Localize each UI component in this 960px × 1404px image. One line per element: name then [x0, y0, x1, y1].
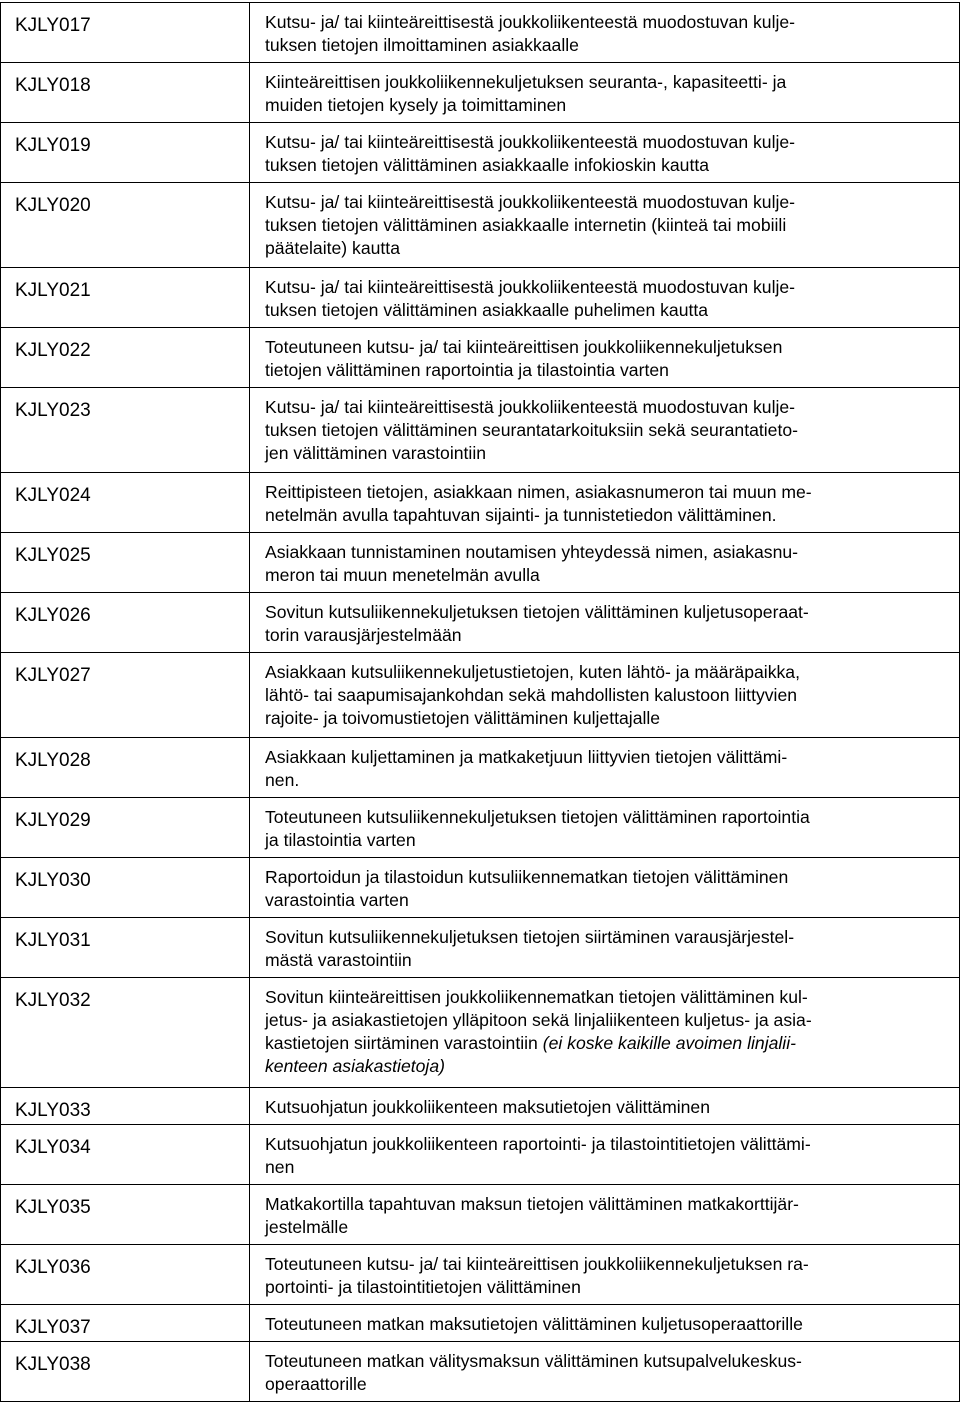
requirement-code: KJLY036: [15, 1257, 91, 1278]
code-cell: [1, 388, 250, 473]
code-cell: [1, 1245, 250, 1305]
requirement-description: Toteutuneen kutsu- ja/ tai kiinteäreittisen joukkoliikennekuljetuksen tietojen välittäminen raportointia ja tilastointia varten: [265, 337, 783, 380]
requirement-description: Kutsu- ja/ tai kiinteäreittisestä joukkoliikenteestä muodostuvan kulje- tuksen tietojen välittäminen asiakkaalle infokioskin kautta: [265, 132, 796, 175]
requirement-code: KJLY038: [15, 1354, 91, 1375]
table-row: [1, 1125, 960, 1185]
table-row: [1, 653, 960, 738]
requirement-description: Sovitun kiinteäreittisen joukkoliikennematkan tietojen välittäminen kul- jetus- ja asiakastietojen ylläpitoon sekä linjaliikenteen kuljetus- ja asia- kastietojen siirtäminen varastointiin (ei koske kaikille avoimen linjalii- kenteen asiakastietoja): [265, 987, 812, 1076]
requirement-code: KJLY024: [15, 485, 91, 506]
code-cell: [1, 533, 250, 593]
description-cell: [250, 533, 960, 593]
description-cell: [250, 978, 960, 1088]
requirement-description: Kutsu- ja/ tai kiinteäreittisestä joukkoliikenteestä muodostuvan kulje- tuksen tietojen välittäminen seurantatarkoituksiin sekä seurantatieto- jen välittäminen varastointiin: [265, 397, 798, 463]
requirement-code: KJLY034: [15, 1137, 91, 1158]
table-row: [1, 858, 960, 918]
requirement-code: KJLY017: [15, 15, 91, 36]
requirement-description: Asiakkaan kutsuliikennekuljetustietojen, kuten lähtö- ja määräpaikka, lähtö- tai saapumisajankohdan sekä mahdollisten kalustoon liittyvien rajoite- ja toivomustietojen välittäminen kuljettajalle: [265, 662, 800, 728]
description-cell: [250, 1088, 960, 1125]
requirement-description: Toteutuneen kutsu- ja/ tai kiinteäreittisen joukkoliikennekuljetuksen ra- portointi- ja tilastointitietojen välittäminen: [265, 1254, 809, 1297]
description-cell: [250, 1342, 960, 1402]
table-row: [1, 3, 960, 63]
table-row: [1, 63, 960, 123]
code-cell: [1, 63, 250, 123]
requirement-description: Sovitun kutsuliikennekuljetuksen tietojen välittäminen kuljetusoperaat- torin varausjärjestelmään: [265, 602, 809, 645]
code-cell: [1, 3, 250, 63]
requirement-code: KJLY025: [15, 545, 91, 566]
description-cell: [250, 3, 960, 63]
description-cell: [250, 388, 960, 473]
table-row: [1, 183, 960, 268]
code-cell: [1, 978, 250, 1088]
code-cell: [1, 918, 250, 978]
code-cell: [1, 653, 250, 738]
table-row: [1, 123, 960, 183]
requirement-description: Kutsu- ja/ tai kiinteäreittisestä joukkoliikenteestä muodostuvan kulje- tuksen tietojen ilmoittaminen asiakkaalle: [265, 12, 796, 55]
requirement-code: KJLY026: [15, 605, 91, 626]
code-cell: [1, 738, 250, 798]
requirement-code: KJLY019: [15, 135, 91, 156]
requirement-code: KJLY029: [15, 810, 91, 831]
table-row: [1, 978, 960, 1088]
description-cell: [250, 268, 960, 328]
requirement-description: Matkakortilla tapahtuvan maksun tietojen välittäminen matkakorttijär- jestelmälle: [265, 1194, 799, 1237]
code-cell: [1, 798, 250, 858]
code-cell: [1, 123, 250, 183]
description-cell: [250, 1305, 960, 1342]
code-cell: [1, 268, 250, 328]
description-cell: [250, 1245, 960, 1305]
requirement-description: Kutsuohjatun joukkoliikenteen raportointi- ja tilastointitietojen välittämi- nen: [265, 1134, 811, 1177]
requirement-code: KJLY021: [15, 280, 91, 301]
requirement-code: KJLY030: [15, 870, 91, 891]
description-cell: [250, 328, 960, 388]
requirement-code: KJLY037: [15, 1317, 91, 1338]
description-cell: [250, 918, 960, 978]
table-row: [1, 533, 960, 593]
code-cell: [1, 593, 250, 653]
requirement-description: Raportoidun ja tilastoidun kutsuliikennematkan tietojen välittäminen varastointia varten: [265, 867, 789, 910]
table-row: [1, 1185, 960, 1245]
table-row: [1, 798, 960, 858]
code-cell: [1, 183, 250, 268]
requirements-table: [0, 2, 960, 1402]
requirement-code: KJLY023: [15, 400, 91, 421]
table-row: [1, 328, 960, 388]
table-row: [1, 918, 960, 978]
code-cell: [1, 858, 250, 918]
requirement-description: Kutsu- ja/ tai kiinteäreittisestä joukkoliikenteestä muodostuvan kulje- tuksen tietojen välittäminen asiakkaalle puhelimen kautta: [265, 277, 796, 320]
requirement-description: Asiakkaan kuljettaminen ja matkaketjuun liittyvien tietojen välittämi- nen.: [265, 747, 788, 790]
requirement-code: KJLY033: [15, 1100, 91, 1121]
requirement-description: Kiinteäreittisen joukkoliikennekuljetuksen seuranta-, kapasiteetti- ja muiden tietojen kysely ja toimittaminen: [265, 72, 787, 115]
description-cell: [250, 473, 960, 533]
description-cell: [250, 63, 960, 123]
table-row: [1, 388, 960, 473]
code-cell: [1, 1305, 250, 1342]
requirement-description: Kutsuohjatun joukkoliikenteen maksutietojen välittäminen: [265, 1097, 710, 1117]
requirement-code: KJLY022: [15, 340, 91, 361]
table-row: [1, 738, 960, 798]
requirement-code: KJLY020: [15, 195, 91, 216]
description-cell: [250, 858, 960, 918]
table-row: [1, 593, 960, 653]
code-cell: [1, 1185, 250, 1245]
requirement-description: Kutsu- ja/ tai kiinteäreittisestä joukkoliikenteestä muodostuvan kulje- tuksen tietojen välittäminen asiakkaalle internetin (kiinteä tai mobiili päätelaite) kautta: [265, 192, 796, 258]
requirement-description: Toteutuneen kutsuliikennekuljetuksen tietojen välittäminen raportointia ja tilastointia varten: [265, 807, 810, 850]
requirement-code: KJLY031: [15, 930, 91, 951]
table-row: [1, 473, 960, 533]
table-row: [1, 1342, 960, 1402]
requirement-description: Toteutuneen matkan välitysmaksun välittäminen kutsupalvelukeskus- operaattorille: [265, 1351, 802, 1394]
code-cell: [1, 1088, 250, 1125]
requirement-code: KJLY027: [15, 665, 91, 686]
table-row: [1, 268, 960, 328]
description-cell: [250, 653, 960, 738]
requirement-code: KJLY018: [15, 75, 91, 96]
description-cell: [250, 1125, 960, 1185]
description-cell: [250, 183, 960, 268]
table-row: [1, 1088, 960, 1125]
requirement-description: Sovitun kutsuliikennekuljetuksen tietojen siirtäminen varausjärjestel- mästä varastointiin: [265, 927, 795, 970]
description-cell: [250, 123, 960, 183]
description-cell: [250, 1185, 960, 1245]
requirement-description: Reittipisteen tietojen, asiakkaan nimen, asiakasnumeron tai muun me- netelmän avulla tapahtuvan sijainti- ja tunnistetiedon välittäminen.: [265, 482, 812, 525]
description-cell: [250, 593, 960, 653]
requirement-code: KJLY028: [15, 750, 91, 771]
code-cell: [1, 328, 250, 388]
requirement-code: KJLY032: [15, 990, 91, 1011]
requirement-description: Toteutuneen matkan maksutietojen välittäminen kuljetusoperaattorille: [265, 1314, 803, 1334]
table-row: [1, 1305, 960, 1342]
code-cell: [1, 1342, 250, 1402]
requirement-code: KJLY035: [15, 1197, 91, 1218]
requirement-description: Asiakkaan tunnistaminen noutamisen yhteydessä nimen, asiakasnu- meron tai muun menetelmän avulla: [265, 542, 799, 585]
code-cell: [1, 1125, 250, 1185]
description-cell: [250, 738, 960, 798]
description-cell: [250, 798, 960, 858]
table-row: [1, 1245, 960, 1305]
code-cell: [1, 473, 250, 533]
